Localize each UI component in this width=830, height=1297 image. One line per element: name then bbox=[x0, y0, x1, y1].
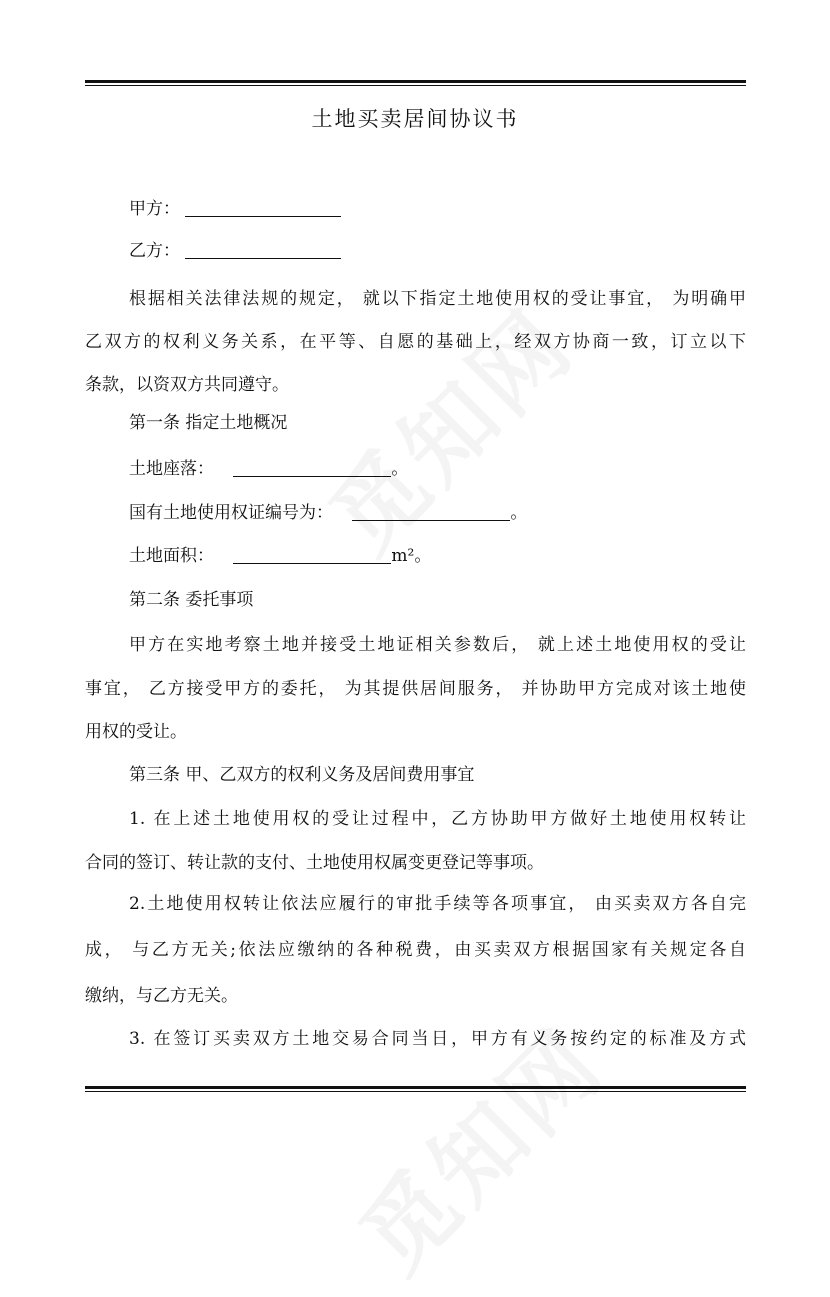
party-a-line bbox=[85, 196, 746, 222]
land-area-line bbox=[85, 543, 746, 569]
article2-line-2: 事宜， 乙方接受甲方的委托， 为其提供居间服务， 并协助甲方完成对该土地使 bbox=[85, 679, 746, 699]
article2-line-3: 用权的受让。 bbox=[85, 722, 187, 742]
land-location-blank[interactable] bbox=[233, 458, 391, 477]
land-area-label: 土地面积： bbox=[129, 546, 214, 566]
party-b-blank[interactable] bbox=[185, 240, 341, 259]
article2-line-1: 甲方在实地考察土地并接受土地证相关参数后， 就上述土地使用权的受让 bbox=[129, 635, 746, 655]
party-b-line bbox=[85, 238, 746, 264]
clause3-line-1: 3. 在签订买卖双方土地交易合同当日，甲方有义务按约定的标准及方式 bbox=[129, 1029, 746, 1049]
certificate-suffix: 。 bbox=[510, 503, 528, 523]
party-a-label: 甲方： bbox=[129, 199, 180, 219]
land-location-line bbox=[85, 456, 746, 482]
preamble-line-1: 根据相关法律法规的规定， 就以下指定土地使用权的受让事宜， 为明确甲 bbox=[129, 289, 746, 309]
party-b-label: 乙方： bbox=[129, 241, 180, 261]
land-area-blank[interactable] bbox=[233, 545, 391, 564]
party-a-blank[interactable] bbox=[185, 198, 341, 217]
land-location-suffix: 。 bbox=[391, 459, 409, 479]
article1-heading: 第一条 指定土地概况 bbox=[129, 413, 288, 433]
article3-heading: 第三条 甲、乙双方的权利义务及居间费用事宜 bbox=[129, 765, 475, 785]
clause1-line-2: 合同的签订、转让款的支付、土地使用权属变更登记等事项。 bbox=[85, 853, 544, 873]
clause1-line-1: 1. 在上述土地使用权的受让过程中，乙方协助甲方做好土地使用权转让 bbox=[129, 809, 746, 829]
clause2-line-1: 2.土地使用权转让依法应履行的审批手续等各项事宜， 由买卖双方各自完 bbox=[129, 894, 746, 914]
certificate-label: 国有土地使用权证编号为： bbox=[129, 503, 333, 523]
header-rule bbox=[85, 80, 746, 86]
land-location-label: 土地座落： bbox=[129, 459, 214, 479]
clause2-line-2: 成， 与乙方无关;依法应缴纳的各种税费，由买卖双方根据国家有关规定各自 bbox=[85, 940, 746, 960]
land-area-unit: m²。 bbox=[391, 546, 432, 566]
clause2-line-3: 缴纳，与乙方无关。 bbox=[85, 986, 238, 1006]
document-title: 土地买卖居间协议书 bbox=[311, 107, 519, 131]
certificate-line bbox=[85, 500, 746, 526]
article2-heading: 第二条 委托事项 bbox=[129, 590, 254, 610]
footer-rule bbox=[85, 1086, 746, 1092]
preamble-line-2: 乙双方的权利义务关系，在平等、自愿的基础上，经双方协商一致，订立以下 bbox=[85, 332, 746, 352]
certificate-blank[interactable] bbox=[352, 502, 510, 521]
preamble-line-3: 条款，以资双方共同遵守。 bbox=[85, 375, 289, 395]
